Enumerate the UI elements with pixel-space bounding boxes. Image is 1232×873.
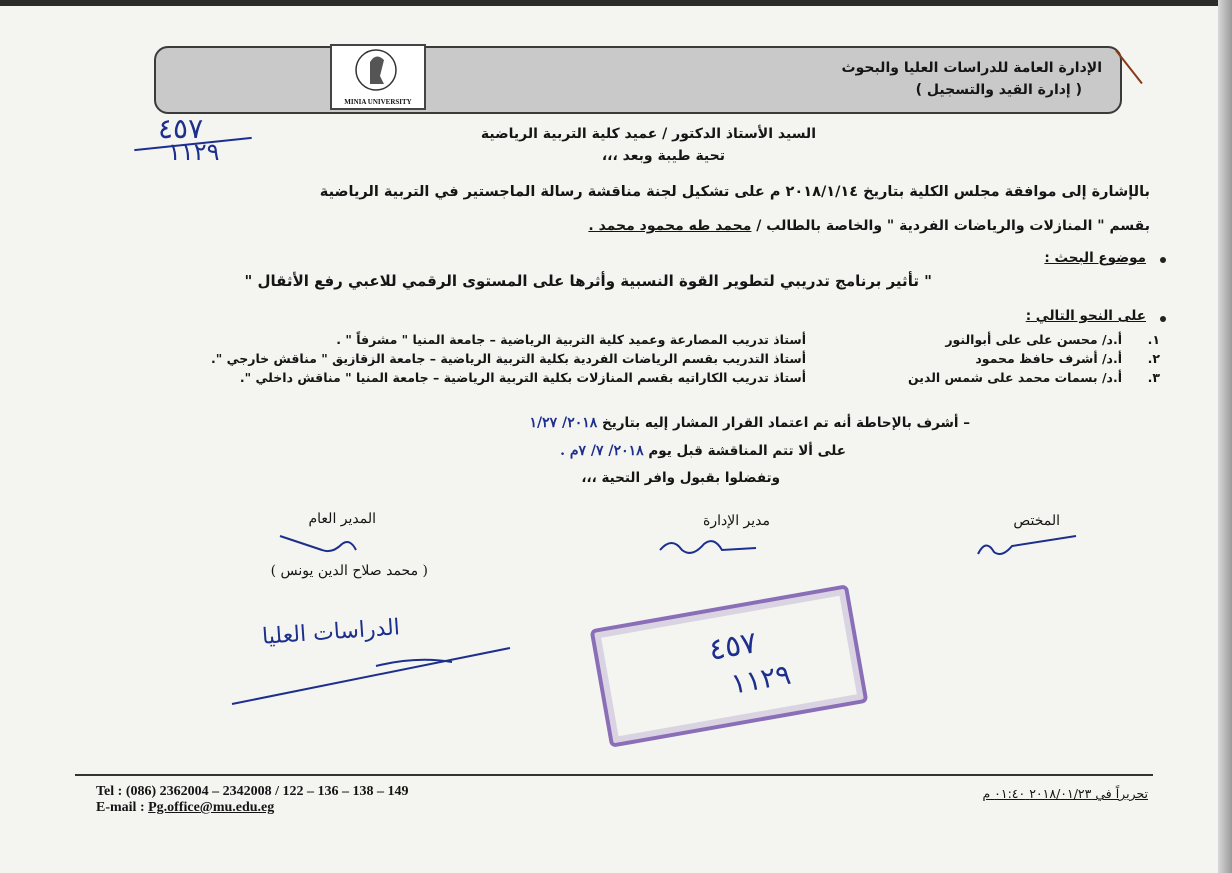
general-manager-signature-icon (272, 528, 364, 564)
topic-text: " تأثير برنامج تدريبي لتطوير القوة النسبية وأثرها على المستوى الرقمي للاعبي رفع الأثقال " (244, 272, 932, 290)
paragraph-2-prefix: بقسم " المنازلات والرياضات الفردية " والخاصة بالطالب / (751, 218, 1150, 234)
committee-role-2: أستاذ التدريب بقسم الرياضات الفردية بكلية التربية الرياضية – جامعة الزقازيق " مناقش خارجي ". (211, 351, 806, 366)
handwritten-ref-bottom: ١١٢٩ (168, 138, 220, 166)
paragraph-2 (588, 218, 1150, 234)
committee-role-1: أستاذ تدريب المصارعة وعميد كلية التربية الرياضية – جامعة المنيا " مشرفاً " . (336, 332, 806, 347)
committee-num-2: ٢. (1147, 351, 1160, 366)
nefertiti-emblem-icon (332, 46, 420, 92)
committee-num-3: ٣. (1147, 370, 1160, 385)
stamp-number-top: ٤٥٧ (706, 625, 760, 668)
committee-name-1: أ.د/ محسن على على أبوالنور (945, 332, 1122, 347)
committee-name-2: أ.د/ أشرف حافظ محمود (975, 351, 1122, 366)
handwritten-strike-icon (226, 640, 516, 710)
handwritten-ref-top: ٤٥٧ (158, 112, 204, 145)
bullet-topic (1160, 257, 1166, 263)
handwritten-note: الدراسات العليا (261, 615, 401, 650)
closing-line: وتفضلوا بقبول وافر التحية ،،، (581, 470, 780, 486)
stamp-number-bottom: ١١٢٩ (728, 657, 794, 701)
greeting: تحية طيبة وبعد ،،، (601, 148, 725, 164)
addressee: السيد الأستاذ الدكتور / عميد كلية التربية الرياضية (480, 126, 816, 142)
university-logo (330, 44, 426, 110)
letterhead-box (154, 46, 1122, 114)
discussion-notice (560, 443, 846, 459)
scan-top-edge (0, 0, 1232, 6)
approval-notice-text: – أشرف بالإحاطة أنه تم اعتماد القرار المشار إليه بتاريخ (601, 415, 970, 431)
student-name: محمد طه محمود محمد . (588, 218, 752, 234)
footer-email (96, 800, 274, 816)
general-manager-name: ( محمد صلاح الدين يونس ) (270, 563, 428, 579)
specialist-signature-icon (972, 528, 1084, 564)
general-manager-title: المدير العام (308, 511, 376, 527)
approval-date: ٢٠١٨/ ١/٢٧ (529, 415, 598, 431)
admin-manager-signature-icon (652, 528, 764, 564)
footer-timestamp: تحريراً في ٢٠١٨/٠١/٢٣ ٠١:٤٠ م (982, 786, 1148, 801)
committee-label: على النحو التالي : (1025, 308, 1146, 324)
specialist-title: المختص (1013, 513, 1060, 529)
discussion-notice-text: على ألا تتم المناقشة قبل يوم (648, 443, 846, 459)
committee-role-3: أستاذ تدريب الكاراتيه بقسم المنازلات بكلية التربية الرياضية – جامعة المنيا " مناقش داخلي ". (239, 370, 806, 385)
approval-notice (530, 415, 970, 431)
logo-caption: MINIA UNIVERSITY (344, 98, 412, 106)
admin-manager-title: مدير الإدارة (702, 513, 770, 529)
committee-num-1: ١. (1147, 332, 1160, 347)
scan-right-edge (1218, 0, 1232, 873)
receipt-stamp (590, 584, 869, 748)
footer-email-address: Pg.office@mu.edu.eg (148, 800, 275, 815)
committee-name-3: أ.د/ بسمات محمد على شمس الدين (908, 370, 1122, 385)
paragraph-1: بالإشارة إلى موافقة مجلس الكلية بتاريخ ٢٠١٨/١/١٤ م على تشكيل لجنة مناقشة رسالة الماجستير في التربية الرياضية (319, 184, 1150, 200)
footer-rule (75, 774, 1153, 776)
letterhead-title: الإدارة العامة للدراسات العليا والبحوث (841, 60, 1102, 76)
footer-telephone: Tel : (086) 2362004 – 2342008 / 122 – 136 – 138 – 149 (96, 784, 409, 799)
letterhead-subtitle: ( إدارة القيد والتسجيل ) (915, 82, 1082, 98)
discussion-date: ٢٠١٨/ ٧/ ٧م . (560, 443, 644, 459)
topic-label: موضوع البحث : (1044, 250, 1146, 266)
bullet-committee (1160, 316, 1166, 322)
footer-email-label: E-mail : (96, 800, 149, 815)
